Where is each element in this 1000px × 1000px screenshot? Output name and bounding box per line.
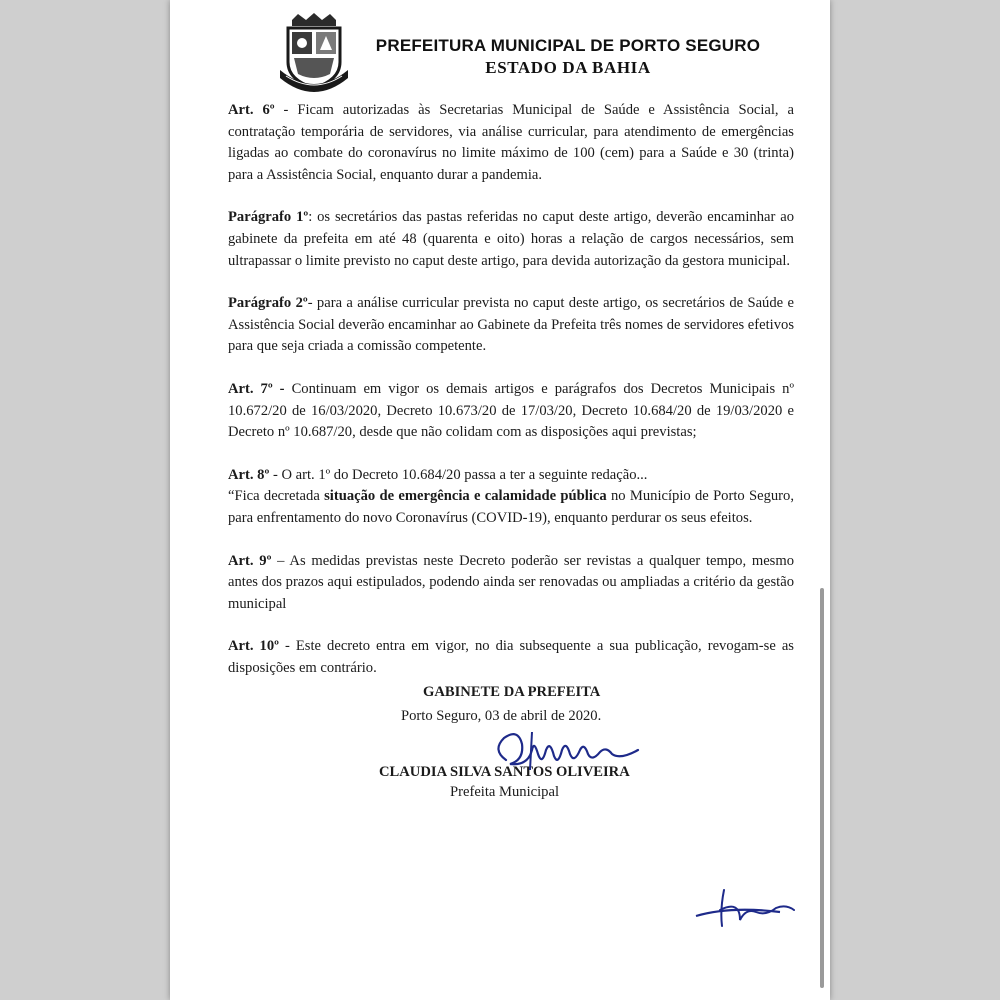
article-label: Art. 6º [228,102,275,118]
signature-drawing [488,720,648,780]
coat-of-arms-icon [278,12,350,92]
quote-text: no Município de Porto Seguro, para enfrentamento do novo Coronavírus (COVID-19), enquanto perdurar os seus efeitos. [228,488,794,526]
initials-drawing [690,880,800,940]
quote-text: “Fica decretada [228,488,325,505]
document-title: PREFEITURA MUNICIPAL DE PORTO SEGURO [375,36,761,55]
signer-name: CLAUDIA SILVA SANTOS OLIVEIRA [379,764,630,780]
article-text: - para a análise curricular prevista no caput deste artigo, os secretários de Saúde e Assistência Social deverão encaminhar ao Gabinete da Prefeita três nomes de servidores efetivos para que seja criada a comissão competente. [228,295,794,355]
article-text: – As medidas previstas neste Decreto poderão ser revistas a qualquer tempo, mesmo antes dos prazos aqui estipulados, podendo ainda ser renovadas ou ampliadas a critério da gestão municipal [228,552,795,612]
article-6 [228,100,794,186]
article-9 [228,551,794,616]
article-7 [228,379,794,444]
article-text: - O art. 1º do Decreto 10.684/20 passa a ter a seguinte redação... [269,466,648,483]
quote-emphasis: situação de emergência e calamidade pública [324,488,607,505]
paragraph-1 [228,207,794,272]
article-label: Art. 7º - [228,380,285,397]
article-label: Parágrafo 1º [228,209,309,226]
article-label: Art. 10º [228,638,279,655]
article-label: Parágrafo 2º [228,295,308,312]
document-body [228,100,794,700]
article-8-quote [228,486,794,529]
article-text: - Ficam autorizadas às Secretarias Municipal de Saúde e Assistência Social, a contratação temporária de servidores, via análise curricular, para atendimento de emergências ligadas ao combate do coronavírus no limite máximo de 100 (cem) para a Saúde e 30 (trinta) para a Assistência Social, enquanto durar a pandemia. [228,102,795,183]
article-label: Art. 9º [228,552,272,569]
office-label: GABINETE DA PREFEITA [423,684,601,700]
article-10 [228,636,794,679]
article-text: : os secretários das pastas referidas no caput deste artigo, deverão encaminhar ao gabinete da prefeita em até 48 (quarenta e oito) horas a relação de cargos necessários, sem ultrapassar o limite previsto no caput deste artigo, para devida autorização da gestora municipal. [228,209,794,269]
signer-role: Prefeita Municipal [450,784,560,800]
article-text: Continuam em vigor os demais artigos e parágrafos dos Decretos Municipais nº 10.672/20 de 16/03/2020, Decreto 10.673/20 de 17/03/20, Decreto 10.684/20 de 19/03/2020 e Decreto nº 10.687/20, desde que não colidam com as disposições aqui previstas; [228,380,794,441]
article-8 [228,465,794,487]
place-date: Porto Seguro, 03 de abril de 2020. [401,708,602,724]
scrollbar[interactable] [820,588,824,988]
paragraph-2 [228,293,794,358]
document-header [278,12,778,92]
article-label: Art. 8º [228,466,270,483]
document-subtitle: ESTADO DA BAHIA [485,58,651,77]
article-text: - Este decreto entra em vigor, no dia subsequente a sua publicação, revogam-se as disposições em contrário. [228,638,794,676]
